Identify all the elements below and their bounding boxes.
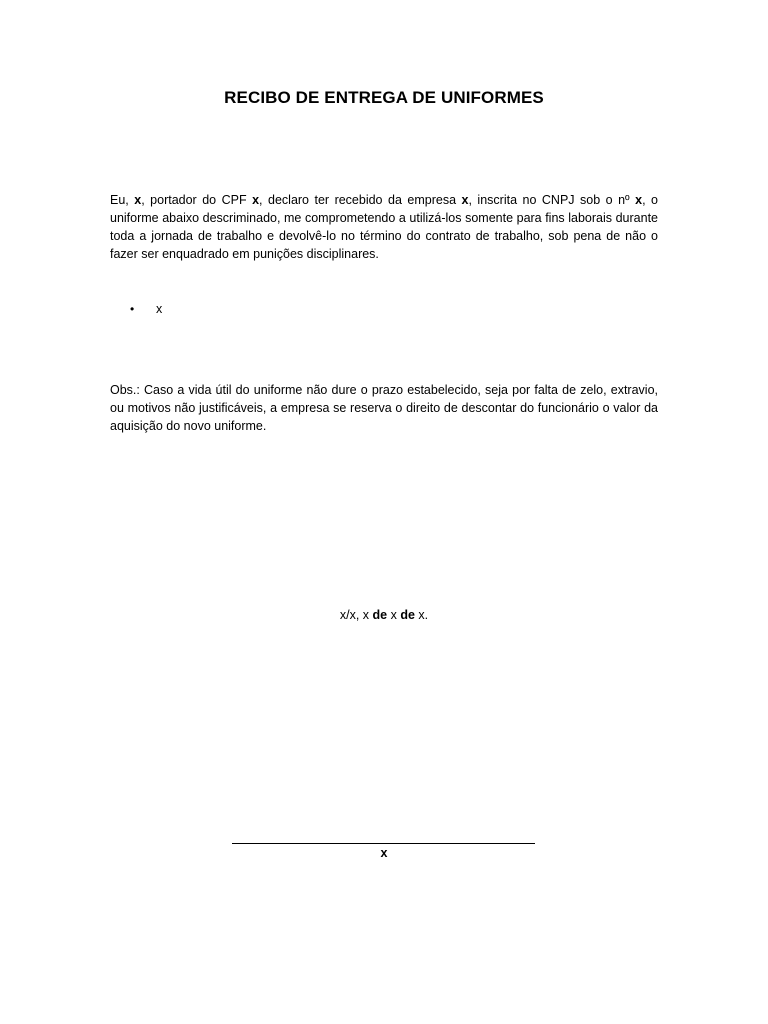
declaration-text-5: , o uniforme abaixo descriminado, me comprometendo a utilizá-los somente para fins laborais durante toda a jornada de trabalho e devolvê-lo no término do contrato de trabalho, sob pena de não o fazer ser enquadrado em punições disciplinares. <box>110 193 658 261</box>
signature-line <box>232 843 535 844</box>
observation-paragraph: Obs.: Caso a vida útil do uniforme não dure o prazo estabelecido, seja por falta de zelo, extravio, ou motivos não justificáveis, a empresa se reserva o direito de descontar do funcionário o valor da aquisição do novo uniforme. <box>110 383 658 433</box>
declaration-text-2: , portador do CPF <box>141 193 253 207</box>
uniform-item-list <box>130 300 162 318</box>
date-line <box>0 608 768 622</box>
declaration-text-1: Eu, <box>110 193 135 207</box>
declaration-text-3: , declaro ter recebido da empresa <box>259 193 462 207</box>
company-cnpj: x <box>635 193 643 207</box>
date-de-2: de <box>400 608 415 622</box>
document-title: RECIBO DE ENTREGA DE UNIFORMES <box>224 88 544 107</box>
list-item <box>130 300 162 318</box>
declaration-text-4: , inscrita no CNPJ sob o nº <box>468 193 636 207</box>
employee-cpf: x <box>252 193 260 207</box>
signature-name: x <box>380 846 388 860</box>
bullet-icon: • <box>130 302 135 316</box>
uniform-item-label: x <box>156 302 163 316</box>
date-part-3: x. <box>414 608 429 622</box>
date-de-1: de <box>372 608 388 622</box>
date-part-1: x/x, x <box>339 608 373 622</box>
date-part-2: x <box>387 608 401 622</box>
declaration-paragraph <box>110 191 658 263</box>
company-name: x <box>461 193 469 207</box>
employee-name: x <box>134 193 142 207</box>
